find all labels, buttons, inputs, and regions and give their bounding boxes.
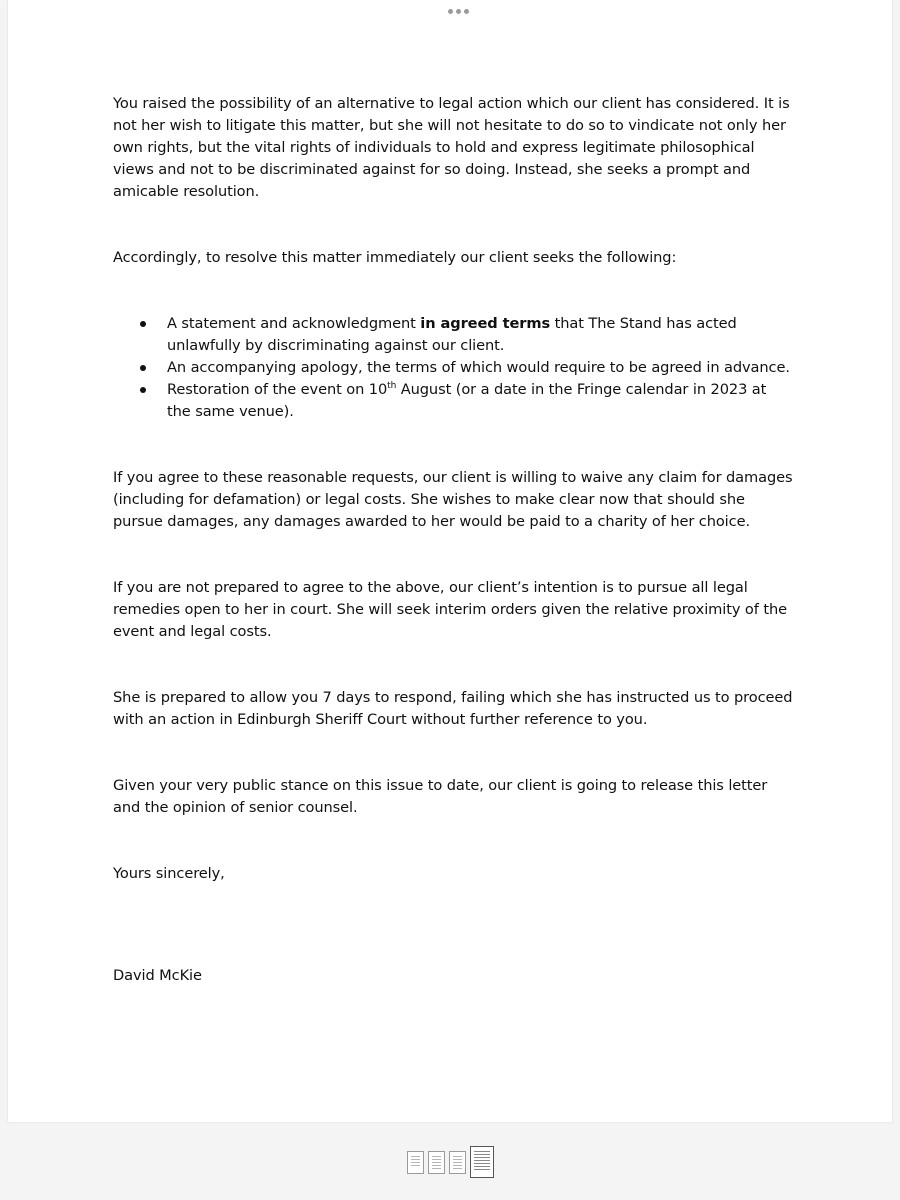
paragraph-release-letter: Given your very public stance on this issue to date, our client is going to release this letter and the opinion of senior counsel. — [113, 777, 768, 816]
page-thumbnail-4[interactable] — [470, 1146, 494, 1178]
list-item: Restoration of the event on 10th August (or a date in the Fringe calendar in 2023 at the same venue). — [167, 379, 793, 423]
list-item: An accompanying apology, the terms of which would require to be agreed in advance. — [167, 357, 793, 379]
page-thumbnail-3[interactable] — [449, 1151, 466, 1174]
paragraph-waive-claim: If you agree to these reasonable requests, our client is willing to waive any claim for damages (including for defamation) or legal costs. She wishes to make clear now that should she pursue damages, any damages awarded to her would be paid to a charity of her choice. — [113, 469, 793, 530]
paragraph-deadline: She is prepared to allow you 7 days to respond, failing which she has instructed us to proceed with an action in Edinburgh Sheriff Court without further reference to you. — [113, 689, 793, 728]
more-options-icon[interactable] — [440, 2, 476, 20]
signatory-name: David McKie — [113, 967, 202, 984]
paragraph-demands-intro: Accordingly, to resolve this matter immediately our client seeks the following: — [113, 249, 677, 266]
demands-list — [113, 313, 793, 423]
letter-body — [113, 93, 793, 1031]
sign-off: Yours sincerely, — [113, 865, 225, 882]
paragraph-legal-remedies: If you are not prepared to agree to the above, our client’s intention is to pursue all legal remedies open to her in court. She will seek interim orders given the relative proximity of the event and legal costs. — [113, 579, 787, 640]
paragraph-alternative-action: You raised the possibility of an alternative to legal action which our client has considered. It is not her wish to litigate this matter, but she will not hesitate to do so to vindicate not only her own rights, but the vital rights of individuals to hold and express legitimate philosophical views and not to be discriminated against for so doing. Instead, she seeks a prompt and amicable resolution. — [113, 95, 790, 200]
bold-phrase: in agreed terms — [420, 315, 551, 332]
page-thumbnail-2[interactable] — [428, 1151, 445, 1174]
page-thumbnail-1[interactable] — [407, 1151, 424, 1174]
document-page — [8, 0, 892, 1122]
page-thumbnails — [407, 1145, 494, 1179]
list-item: A statement and acknowledgment in agreed terms that The Stand has acted unlawfully by discriminating against our client. — [167, 313, 793, 357]
